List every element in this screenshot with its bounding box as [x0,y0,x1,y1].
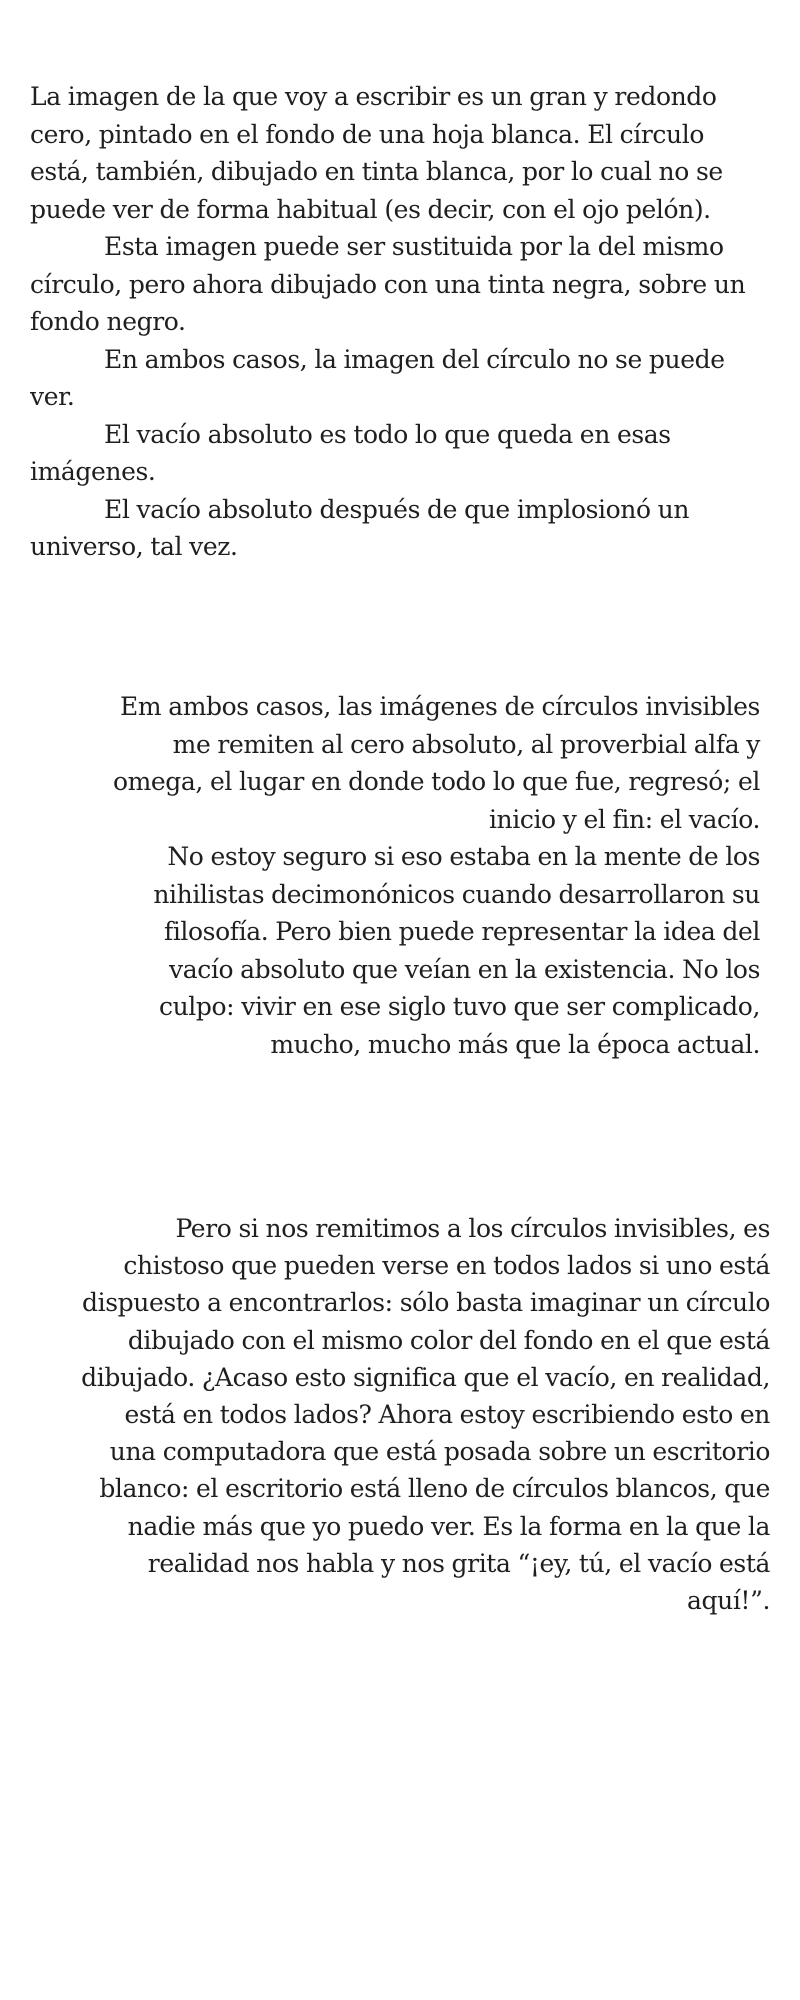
paragraph: En ambos casos, la imagen del círculo no se puede ver. [30,344,725,411]
paragraph: Em ambos casos, las imágenes de círculos invisibles me remiten al cero absoluto, al proverbial alfa y omega, el lugar en donde todo lo que fue, regresó; el inicio y el fin: el vacío. [112,692,760,834]
text-section-3 [80,1210,770,1619]
paragraph: El vacío absoluto después de que implosionó un universo, tal vez. [30,494,690,561]
paragraph: El vacío absoluto es todo lo que queda en esas imágenes. [30,419,671,486]
text-section-2 [110,688,760,1063]
text-section-1 [30,78,765,566]
paragraph: No estoy seguro si eso estaba en la mente de los nihilistas decimonónicos cuando desarrollaron su filosofía. Pero bien puede representar la idea del vacío absoluto que veían en la existencia. No los culpo: vivir en ese siglo tuvo que ser complicado, mucho, mucho más que la época actual. [153,842,760,1059]
paragraph: Esta imagen puede ser sustituida por la del mismo círculo, pero ahora dibujado con una tinta negra, sobre un fondo negro. [30,232,746,336]
paragraph: La imagen de la que voy a escribir es un gran y redondo cero, pintado en el fondo de una hoja blanca. El círculo está, también, dibujado en tinta blanca, por lo cual no se puede ver de forma habitual (es decir, con el ojo pelón). [30,82,723,224]
paragraph: Pero si nos remitimos a los círculos invisibles, es chistoso que pueden verse en todos lados si uno está dispuesto a encontrarlos: sólo basta imaginar un círculo dibujado con el mismo color del fondo en el que está dibujado. ¿Acaso esto significa que el vacío, en realidad, está en todos lados? Ahora estoy escribiendo esto en una computadora que está posada sobre un escritorio blanco: el escritorio está lleno de círculos blancos, que nadie más que yo puedo ver. Es la forma en la que la realidad nos habla y nos grita “¡ey, tú, el vacío está aquí!”. [81,1214,770,1616]
